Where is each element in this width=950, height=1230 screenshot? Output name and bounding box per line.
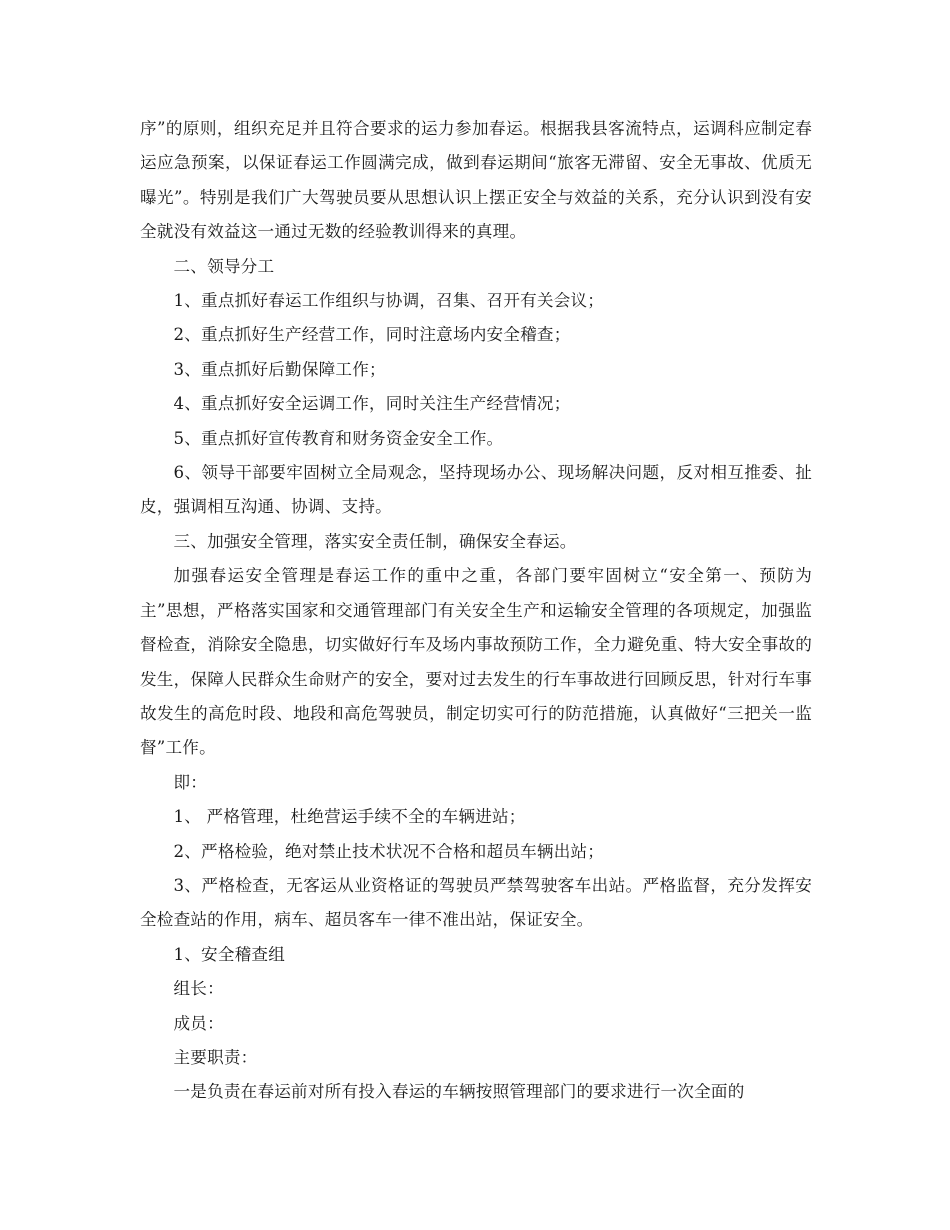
paragraph-8: 6、领导干部要牢固树立全局观念，坚持现场办公、现场解决问题，反对相互推委、扯皮，强调相互沟通、协调、支持。 xyxy=(140,463,812,517)
paragraph-15: 1、安全稽查组 xyxy=(173,944,286,964)
paragraph-16: 组长： xyxy=(173,979,224,999)
paragraph-13: 2、严格检验，绝对禁止技术状况不合格和超员车辆出站； xyxy=(173,841,605,861)
paragraph-1: 序”的原则，组织充足并且符合要求的运力参加春运。根据我县客流特点，运调科应制定春运应急预案，以保证春运工作圆满完成，做到春运期间“旅客无滞留、安全无事故、优质无曝光”。特别是我们广大驾驶员要从思想认识上摆正安全与效益的关系，充分认识到没有安全就没有效益这一通过无数的经验教训得来的真理。 xyxy=(140,119,812,242)
paragraph-3: 1、重点抓好春运工作组织与协调，召集、召开有关会议； xyxy=(173,291,605,311)
paragraph-19: 一是负责在春运前对所有投入春运的车辆按照管理部门的要求进行一次全面的 xyxy=(173,1082,745,1102)
paragraph-6: 4、重点抓好安全运调工作，同时关注生产经营情况； xyxy=(173,394,571,414)
paragraph-12: 1、 严格管理，杜绝营运手续不全的车辆进站； xyxy=(173,807,526,827)
paragraph-10: 加强春运安全管理是春运工作的重中之重，各部门要牢固树立“安全第一、预防为主”思想，严格落实国家和交通管理部门有关安全生产和运输安全管理的各项规定，加强监督检查，消除安全隐患，切实做好行车及场内事故预防工作，全力避免重、特大安全事故的发生，保障人民群众生命财产的安全，要对过去发生的行车事故进行回顾反思，针对行车事故发生的高危时段、地段和高危驾驶员，制定切实可行的防范措施，认真做好“三把关一监督”工作。 xyxy=(140,566,812,758)
paragraph-2: 二、领导分工 xyxy=(173,256,275,276)
paragraph-11: 即： xyxy=(173,772,208,792)
paragraph-14: 3、严格检查，无客运从业资格证的驾驶员严禁驾驶客车出站。严格监督，充分发挥安全检查站的作用，病车、超员客车一律不准出站，保证安全。 xyxy=(140,875,812,930)
paragraph-17: 成员： xyxy=(173,1013,224,1033)
paragraph-4: 2、重点抓好生产经营工作，同时注意场内安全稽查； xyxy=(173,325,571,345)
paragraph-18: 主要职责： xyxy=(173,1047,258,1067)
paragraph-5: 3、重点抓好后勤保障工作； xyxy=(173,359,386,379)
paragraph-7: 5、重点抓好宣传教育和财务资金安全工作。 xyxy=(173,428,504,448)
document-body xyxy=(140,112,812,1110)
paragraph-9: 三、加强安全管理，落实安全责任制，确保安全春运。 xyxy=(173,531,577,551)
